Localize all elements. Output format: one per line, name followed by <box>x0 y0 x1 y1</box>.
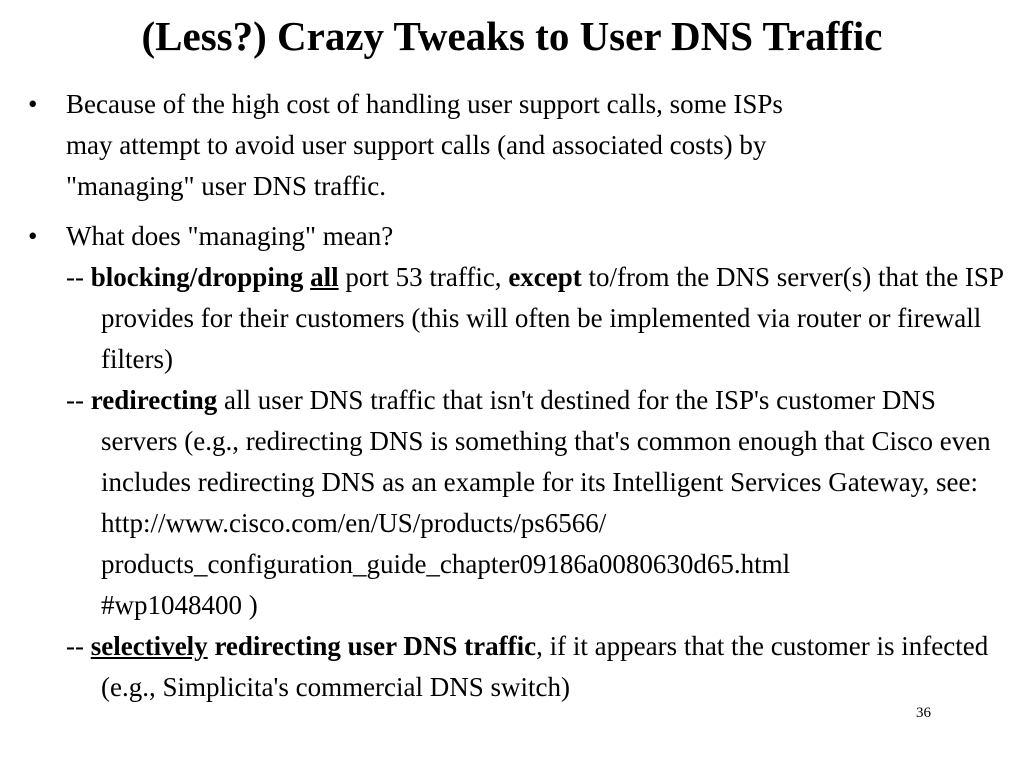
sub-text: to/from the DNS server(s) that the ISP provides for their customers (this will often be implemented via router or firewall filters) <box>101 262 1003 374</box>
dash-prefix: -- <box>66 262 91 292</box>
cisco-url-line: products_configuration_guide_chapter09186a0080630d65.html <box>101 549 791 579</box>
bullet-text-line: Because of the high cost of handling user support calls, some ISPs <box>66 89 783 119</box>
bullet-marker: • <box>28 89 38 119</box>
bullet-marker: • <box>28 221 38 251</box>
slide-title: (Less?) Crazy Tweaks to User DNS Traffic <box>141 13 883 59</box>
sub-item-redirecting <box>0 380 1024 626</box>
bullet-text: What does "managing" mean? <box>66 221 394 251</box>
bold-underlined-all: all <box>310 262 339 292</box>
bullet-item-isp-support-calls <box>0 84 1024 207</box>
bullet-text-line: "managing" user DNS traffic. <box>66 171 386 201</box>
bold-redirecting: redirecting <box>90 385 218 415</box>
bullet-item-managing-question <box>0 216 1024 257</box>
bold-except: except <box>508 262 582 292</box>
slide-content <box>0 84 1024 708</box>
bold-blocking-dropping: blocking/dropping <box>90 262 304 292</box>
bold-redirecting-user-dns-traffic: redirecting user DNS traffic <box>207 631 537 661</box>
sub-text: , if it appears that the customer is infected (e.g., Simplicita's commercial DNS switch) <box>101 631 989 702</box>
sub-item-selective-redirecting <box>0 626 1024 708</box>
sub-item-blocking <box>0 257 1024 380</box>
sub-text: all user DNS traffic that isn't destined for the ISP's customer DNS servers (e.g., redirecting DNS is something that's common enough that Cisco even includes redirecting DNS as an example for its Intelligent Services Gateway, see: <box>101 385 991 497</box>
dash-prefix: -- <box>66 631 91 661</box>
cisco-url-line: http://www.cisco.com/en/US/products/ps6566/ <box>101 508 607 538</box>
dash-prefix: -- <box>66 385 91 415</box>
cisco-url-line: #wp1048400 ) <box>101 590 258 620</box>
bullet-text-line: may attempt to avoid user support calls (and associated costs) by <box>66 130 767 160</box>
bold-underlined-selectively: selectively <box>90 631 208 661</box>
slide-number: 36 <box>916 705 931 721</box>
sub-text: port 53 traffic, <box>338 262 509 292</box>
